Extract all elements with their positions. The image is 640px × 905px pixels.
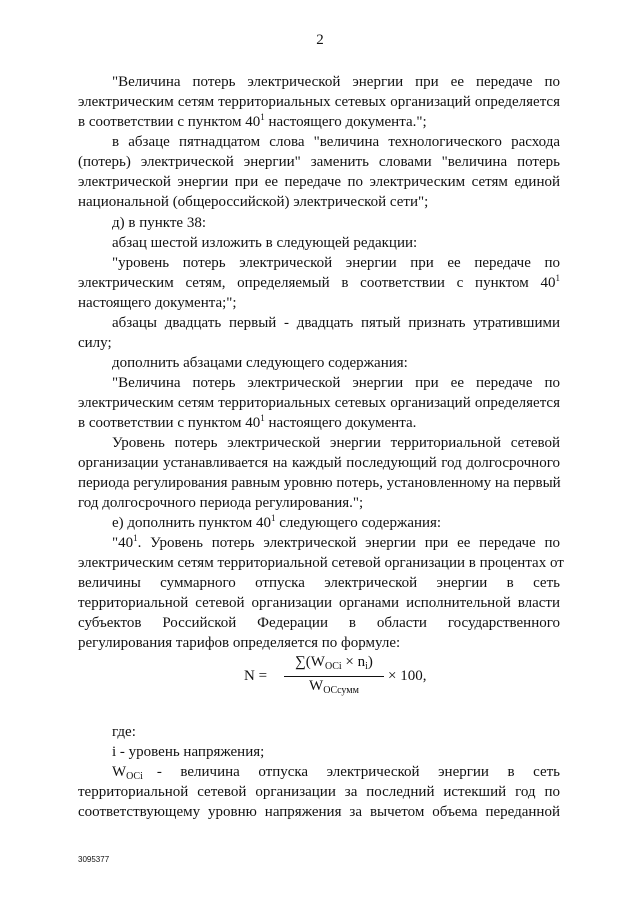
text-line: территориальной сетевой организации органами исполнительной власти: [78, 595, 560, 611]
text-line: в абзаце пятнадцатом слова "величина технологического расхода: [112, 134, 560, 150]
loss-formula: [240, 654, 440, 700]
text-line: $W_{OCi}$ - величина отпуска электрической энергии в сеть: [112, 762, 560, 787]
text-line: дополнить абзацами следующего содержания:: [112, 355, 408, 371]
page-number: 2: [316, 32, 324, 48]
text-line: Уровень потерь электрической энергии территориальной сетевой: [112, 435, 560, 451]
symbol-w-oci: $W_{OCi}$: [112, 764, 143, 782]
text-line: силу;: [78, 335, 112, 351]
text-line: абзац шестой изложить в следующей редакции:: [112, 235, 418, 251]
text-line: абзацы двадцать первый - двадцать пятый признать утратившими: [112, 315, 560, 331]
formula-denominator: $W_{OCсумм}$: [309, 678, 359, 696]
text-line: "Величина потерь электрической энергии при ее передаче по: [112, 74, 560, 90]
text-line: настоящего документа;";: [78, 295, 237, 311]
text-line: территориальной сетевой организации за последний истекший год по: [78, 784, 560, 800]
text-line: электрическим сетям территориальных сетевых организаций определяется: [78, 94, 560, 110]
text-line: год долгосрочного периода регулирования.";: [78, 495, 364, 511]
text-line: периода регулирования равным уровню потерь, установленному на первый: [78, 475, 561, 491]
text-line: "$40^1$. Уровень потерь электрической энергии при ее передаче по: [112, 533, 560, 551]
fraction-bar: [284, 676, 384, 677]
formula-lhs: N =: [244, 668, 268, 684]
text-line: организации устанавливается на каждый последующий год долгосрочного: [78, 455, 560, 471]
formula-numerator: $\sum(W_{OCi} \times n_i)$: [295, 654, 373, 672]
text-line: электрическим сетям территориальной сетевой организации в процентах от: [78, 555, 564, 571]
text-line: "Величина потерь электрической энергии при ее передаче по: [112, 375, 560, 391]
document-code: 3095377: [78, 855, 110, 864]
text-line: национальной (общероссийской) электрической сети";: [78, 194, 429, 210]
text-line: электрическим сетям, определяемый в соответствии с пунктом $40^1$: [78, 273, 560, 291]
text-line: в соответствии с пунктом $40^1$ настоящего документа.";: [78, 112, 427, 130]
text-line: е) дополнить пунктом $40^1$ следующего содержания:: [112, 513, 442, 531]
text-line: д) в пункте 38:: [112, 215, 206, 231]
text-line: величины суммарного отпуска электрической энергии в сеть: [78, 575, 560, 591]
text-line: (потерь) электрической энергии" заменить словами "величина потерь: [78, 154, 560, 170]
text-line: "уровень потерь электрической энергии при ее передаче по: [112, 255, 560, 271]
text-line: в соответствии с пунктом $40^1$ настоящего документа.: [78, 413, 417, 431]
text-line: регулирования тарифов определяется по формуле:: [78, 635, 401, 651]
text-line: электрическим сетям территориальных сетевых организаций определяется: [78, 395, 560, 411]
text-line: i - уровень напряжения;: [112, 744, 265, 760]
text-line: электрической энергии при ее передаче по электрическим сетям единой: [78, 174, 560, 190]
text-line: соответствующему уровню напряжения за вычетом объема переданной: [78, 804, 560, 820]
text-line: субъектов Российской Федерации в области государственного: [78, 615, 560, 631]
text-line: где:: [112, 724, 136, 740]
formula-rhs: × 100,: [388, 668, 427, 684]
